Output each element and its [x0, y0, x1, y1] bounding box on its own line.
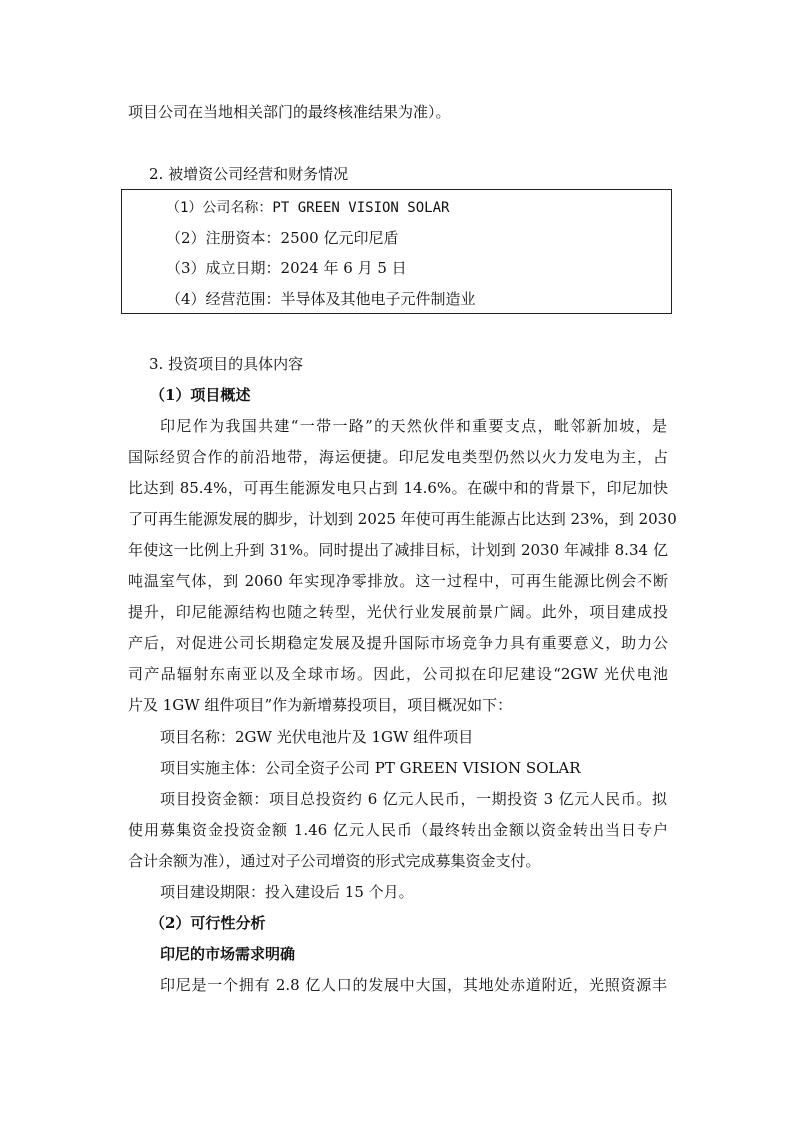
section-3-heading: 3. 投资项目的具体内容: [149, 355, 304, 373]
project-entity-line: 项目实施主体：公司全资子公司 PT GREEN VISION SOLAR: [160, 759, 581, 777]
intro-tail-text: 项目公司在当地相关部门的最终核准结果为准）。: [128, 103, 451, 121]
subheading-market-demand: 印尼的市场需求明确: [160, 945, 296, 963]
paragraph-line: 使用募集资金投资金额 1.46 亿元人民币（最终转出金额以资金转出当日专户: [128, 821, 668, 839]
paragraph-line: 司产品辐射东南亚以及全球市场。因此，公司拟在印尼建设“2GW 光伏电池: [128, 665, 668, 683]
paragraph-line: 合计余额为准），通过对子公司增资的形式完成募集资金支付。: [128, 852, 541, 870]
project-name-line: 项目名称：2GW 光伏电池片及 1GW 组件项目: [160, 728, 474, 746]
registered-capital-line: （2）注册资本：2500 亿元印尼盾: [166, 229, 399, 247]
company-name-line: （1）公司名称：PT GREEN VISION SOLAR: [166, 200, 450, 216]
subheading-feasibility: （2）可行性分析: [150, 914, 266, 932]
paragraph-line: 产后，对促进公司长期稳定发展及提升国际市场竞争力具有重要意义，助力公: [128, 634, 668, 652]
company-info-box: [121, 189, 672, 314]
paragraph-line: 项目投资金额：项目总投资约 6 亿元人民币，一期投资 3 亿元人民币。拟: [160, 790, 667, 808]
subheading-overview: （1）项目概述: [150, 386, 251, 404]
market-paragraph-line: 印尼是一个拥有 2.8 亿人口的发展中大国，其地处赤道附近，光照资源丰: [160, 976, 667, 994]
paragraph-line: 比达到 85.4%，可再生能源发电只占到 14.6%。在碳中和的背景下，印尼加快: [128, 479, 668, 497]
paragraph-line: 年使这一比例上升到 31%。同时提出了减排目标，计划到 2030 年减排 8.34 亿: [128, 541, 668, 559]
business-scope-line: （4）经营范围：半导体及其他电子元件制造业: [166, 290, 476, 308]
paragraph-line: 片及 1GW 组件项目”作为新增募投项目，项目概况如下：: [128, 696, 513, 714]
paragraph-line: 提升，印尼能源结构也随之转型，光伏行业发展前景广阔。此外，项目建成投: [128, 603, 668, 621]
section-2-heading: 2. 被增资公司经营和财务情况: [149, 165, 349, 183]
paragraph-line: 印尼作为我国共建“一带一路”的天然伙伴和重要支点，毗邻新加坡，是: [160, 417, 667, 435]
construction-period-line: 项目建设期限：投入建设后 15 个月。: [160, 883, 414, 901]
paragraph-line: 国际经贸合作的前沿地带，海运便捷。印尼发电类型仍然以火力发电为主，占: [128, 448, 668, 466]
paragraph-line: 吨温室气体，到 2060 年实现净零排放。这一过程中，可再生能源比例会不断: [128, 572, 668, 590]
founded-date-line: （3）成立日期：2024 年 6 月 5 日: [166, 259, 407, 277]
paragraph-line: 了可再生能源发展的脚步，计划到 2025 年使可再生能源占比达到 23%，到 2030: [128, 510, 677, 528]
